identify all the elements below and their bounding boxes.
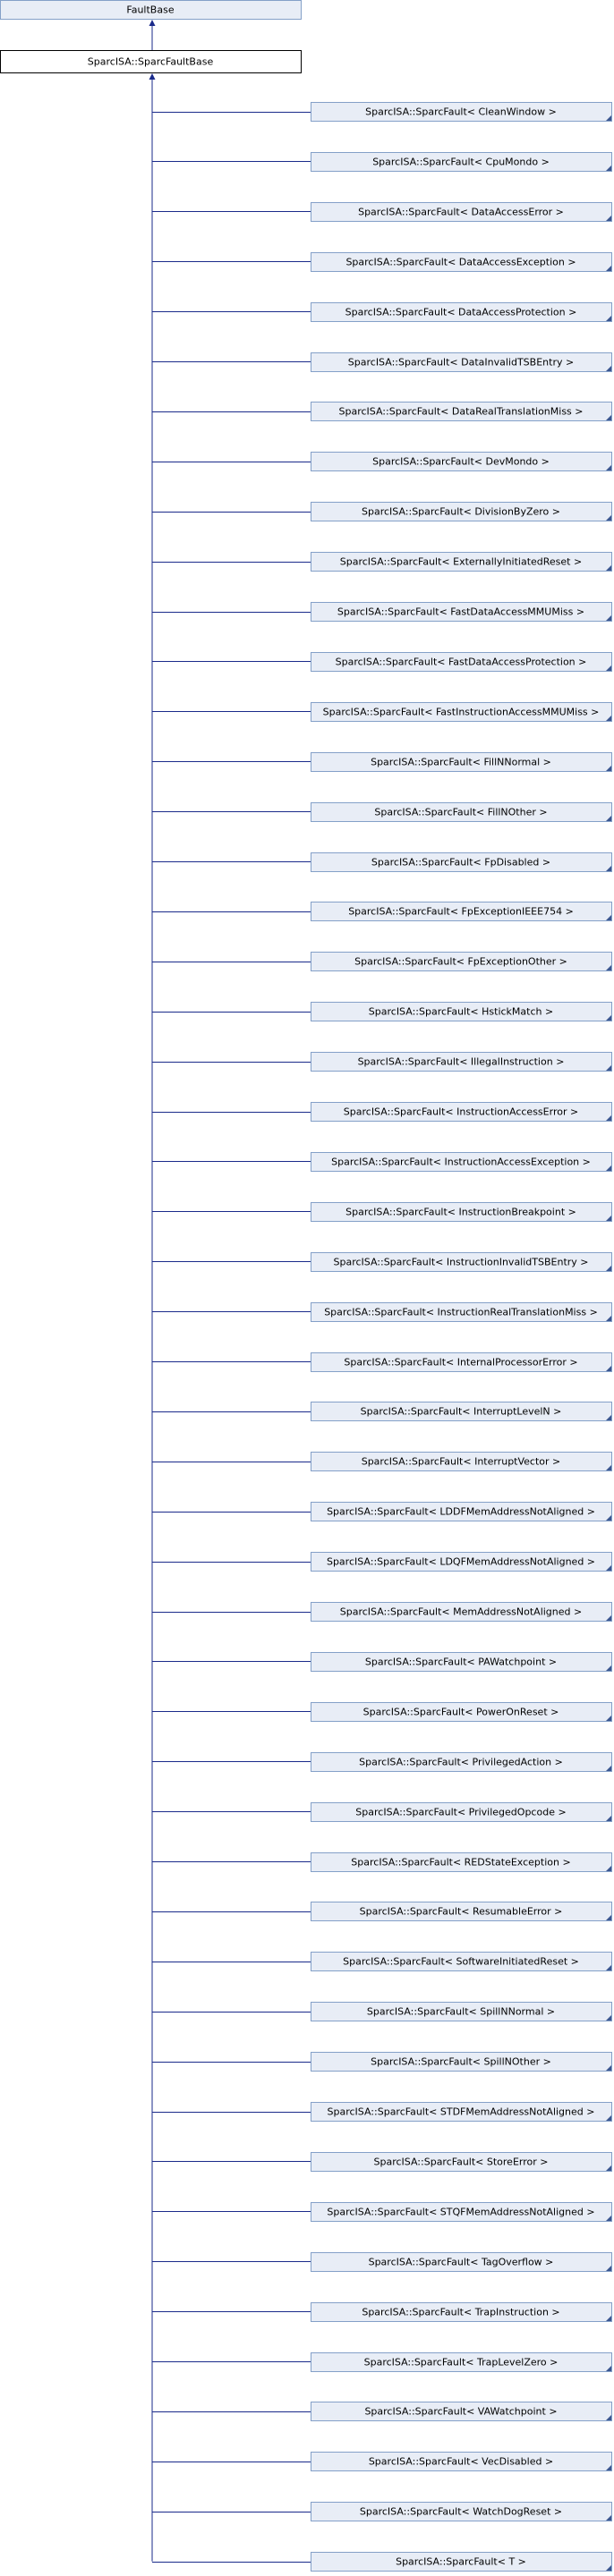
node-sparc-fault-memaddressnotaligned[interactable] bbox=[311, 1603, 612, 1622]
arrowhead-icon bbox=[149, 73, 156, 80]
node-sparc-fault-datarealtranslationmiss[interactable] bbox=[311, 402, 612, 421]
node-faultbase[interactable] bbox=[1, 1, 302, 20]
node-sparc-fault-interruptleveln-label: SparcISA::SparcFault< InterruptLevelN > bbox=[360, 1405, 562, 1418]
node-sparc-fault-fillnnormal[interactable] bbox=[311, 753, 612, 772]
node-sparc-fault-fillnnormal-label: SparcISA::SparcFault< FillNNormal > bbox=[371, 756, 551, 768]
node-sparc-fault-cpumondo-label: SparcISA::SparcFault< CpuMondo > bbox=[372, 156, 550, 168]
node-sparc-fault-trapinstruction-label: SparcISA::SparcFault< TrapInstruction > bbox=[362, 2306, 560, 2318]
node-sparc-fault-lddfmemaddressnotaligned[interactable] bbox=[311, 1503, 612, 1521]
node-sparc-fault-spillnnormal-label: SparcISA::SparcFault< SpillNNormal > bbox=[366, 2005, 556, 2018]
node-sparc-fault-resumableerror-label: SparcISA::SparcFault< ResumableError > bbox=[359, 1905, 563, 1918]
node-sparc-fault-fpexceptionieee754-label: SparcISA::SparcFault< FpExceptionIEEE754 > bbox=[348, 905, 574, 918]
node-sparc-fault-interruptvector-label: SparcISA::SparcFault< InterruptVector > bbox=[361, 1455, 561, 1468]
node-sparc-fault-datarealtranslationmiss-label: SparcISA::SparcFault< DataRealTranslationMiss > bbox=[338, 405, 584, 418]
node-sparc-fault-instructionbreakpoint-label: SparcISA::SparcFault< InstructionBreakpoint > bbox=[345, 1206, 576, 1218]
node-sparc-fault-datainvalidtsbentry-label: SparcISA::SparcFault< DataInvalidTSBEntry > bbox=[347, 356, 575, 369]
node-sparc-fault-privilegedaction-label: SparcISA::SparcFault< PrivilegedAction > bbox=[359, 1756, 563, 1768]
node-sparc-fault-traplevelzero[interactable] bbox=[311, 2353, 612, 2372]
node-sparc-fault-t-label: SparcISA::SparcFault< T > bbox=[396, 2555, 526, 2568]
inheritance-edges bbox=[149, 20, 311, 2563]
node-sparc-fault-softwareinitiatedreset[interactable] bbox=[311, 1953, 612, 1971]
node-sparc-fault-spillnother[interactable] bbox=[311, 2053, 612, 2072]
node-sparc-fault-fastdataaccessprotection[interactable] bbox=[311, 653, 612, 672]
node-sparc-fault-fpexceptionieee754[interactable] bbox=[311, 902, 612, 921]
node-sparc-fault-fillnother[interactable] bbox=[311, 803, 612, 822]
node-sparc-fault-devmondo[interactable] bbox=[311, 453, 612, 471]
node-sparc-fault-hstickmatch[interactable] bbox=[311, 1003, 612, 1021]
node-sparc-fault-pawatchpoint-label: SparcISA::SparcFault< PAWatchpoint > bbox=[364, 1656, 558, 1668]
node-sparc-fault-dataaccesserror[interactable] bbox=[311, 203, 612, 222]
node-sparc-fault-instructionrealtranslationmiss[interactable] bbox=[311, 1303, 612, 1322]
node-faultbase-label: FaultBase bbox=[126, 4, 175, 16]
node-sparc-fault-dataaccessexception[interactable] bbox=[311, 253, 612, 272]
node-sparc-fault-tagoverflow-label: SparcISA::SparcFault< TagOverflow > bbox=[368, 2256, 554, 2268]
node-sparc-fault-instructionbreakpoint[interactable] bbox=[311, 1203, 612, 1222]
node-sparc-fault-ldqfmemaddressnotaligned-label: SparcISA::SparcFault< LDQFMemAddressNotAligned > bbox=[326, 1555, 596, 1568]
node-sparc-fault-stdfmemaddressnotaligned-label: SparcISA::SparcFault< STDFMemAddressNotAligned > bbox=[327, 2106, 595, 2118]
node-sparc-fault-fastinstructionaccessmmumiss-label: SparcISA::SparcFault< FastInstructionAccessMMUMiss > bbox=[322, 706, 600, 718]
node-sparc-fault-instructioninvalidtsbentry-label: SparcISA::SparcFault< InstructionInvalidTSBEntry > bbox=[333, 1256, 589, 1268]
node-sparc-fault-spillnnormal[interactable] bbox=[311, 2003, 612, 2021]
node-sparc-fault-instructionaccessexception-label: SparcISA::SparcFault< InstructionAccessException > bbox=[331, 1156, 591, 1168]
node-sparc-fault-fpdisabled-label: SparcISA::SparcFault< FpDisabled > bbox=[371, 856, 551, 869]
class-nodes bbox=[1, 1, 612, 2572]
node-sparc-fault-internalprocessorerror[interactable] bbox=[311, 1353, 612, 1372]
node-sparc-fault-redstateexception-label: SparcISA::SparcFault< REDStateException > bbox=[351, 1856, 571, 1868]
node-sparc-fault-dataaccessprotection[interactable] bbox=[311, 303, 612, 322]
node-sparc-fault-poweronreset[interactable] bbox=[311, 1703, 612, 1722]
node-sparc-fault-instructionrealtranslationmiss-label: SparcISA::SparcFault< InstructionRealTranslationMiss > bbox=[324, 1306, 598, 1318]
node-sparc-fault-storeerror[interactable] bbox=[311, 2153, 612, 2172]
node-sparc-fault-hstickmatch-label: SparcISA::SparcFault< HstickMatch > bbox=[368, 1005, 554, 1018]
node-sparc-fault-resumableerror[interactable] bbox=[311, 1902, 612, 1921]
node-sparc-fault-traplevelzero-label: SparcISA::SparcFault< TrapLevelZero > bbox=[363, 2356, 559, 2368]
node-sparc-fault-fpdisabled[interactable] bbox=[311, 853, 612, 872]
node-sparc-fault-datainvalidtsbentry[interactable] bbox=[311, 353, 612, 372]
node-sparc-fault-stqfmemaddressnotaligned-label: SparcISA::SparcFault< STQFMemAddressNotAligned > bbox=[327, 2206, 595, 2218]
node-sparc-fault-memaddressnotaligned-label: SparcISA::SparcFault< MemAddressNotAligned > bbox=[339, 1606, 583, 1618]
node-sparc-fault-privilegedaction[interactable] bbox=[311, 1753, 612, 1772]
node-sparc-fault-instructionaccessexception[interactable] bbox=[311, 1153, 612, 1172]
node-sparc-fault-cleanwindow-label: SparcISA::SparcFault< CleanWindow > bbox=[365, 106, 557, 118]
node-sparc-fault-dataaccesserror-label: SparcISA::SparcFault< DataAccessError > bbox=[358, 206, 564, 218]
node-sparc-fault-externallyinitiatedreset-label: SparcISA::SparcFault< ExternallyInitiatedReset > bbox=[339, 555, 583, 568]
node-sparc-fault-vecdisabled-label: SparcISA::SparcFault< VecDisabled > bbox=[368, 2455, 554, 2468]
node-sparc-fault-ldqfmemaddressnotaligned[interactable] bbox=[311, 1553, 612, 1572]
node-sparc-fault-vawatchpoint[interactable] bbox=[311, 2402, 612, 2421]
node-sparc-fault-watchdogreset[interactable] bbox=[311, 2503, 612, 2521]
node-sparc-fault-instructionaccesserror[interactable] bbox=[311, 1103, 612, 1122]
node-sparc-fault-dataaccessexception-label: SparcISA::SparcFault< DataAccessException > bbox=[345, 256, 576, 268]
node-sparc-fault-pawatchpoint[interactable] bbox=[311, 1653, 612, 1672]
node-sparc-fault-instructionaccesserror-label: SparcISA::SparcFault< InstructionAccessError > bbox=[343, 1106, 579, 1118]
node-sparc-fault-vawatchpoint-label: SparcISA::SparcFault< VAWatchpoint > bbox=[364, 2405, 558, 2418]
node-sparc-fault-cleanwindow[interactable] bbox=[311, 103, 612, 122]
node-sparc-fault-fastinstructionaccessmmumiss[interactable] bbox=[311, 703, 612, 722]
arrowhead-icon bbox=[149, 20, 156, 26]
node-sparc-fault-fastdataaccessmmumiss[interactable] bbox=[311, 603, 612, 622]
node-sparc-fault-fpexceptionother-label: SparcISA::SparcFault< FpExceptionOther > bbox=[354, 955, 567, 968]
node-sparc-fault-trapinstruction[interactable] bbox=[311, 2303, 612, 2322]
node-sparc-fault-dataaccessprotection-label: SparcISA::SparcFault< DataAccessProtection > bbox=[345, 306, 577, 318]
node-sparc-fault-externallyinitiatedreset[interactable] bbox=[311, 553, 612, 572]
node-sparc-fault-vecdisabled[interactable] bbox=[311, 2453, 612, 2471]
node-sparc-fault-divisionbyzero[interactable] bbox=[311, 503, 612, 521]
node-sparc-fault-instructioninvalidtsbentry[interactable] bbox=[311, 1253, 612, 1272]
node-sparc-fault-stqfmemaddressnotaligned[interactable] bbox=[311, 2203, 612, 2222]
node-sparc-fault-interruptvector[interactable] bbox=[311, 1453, 612, 1471]
node-sparc-fault-illegalinstruction[interactable] bbox=[311, 1053, 612, 1072]
node-sparc-fault-base[interactable] bbox=[1, 51, 302, 73]
node-sparc-fault-base-label: SparcISA::SparcFaultBase bbox=[87, 55, 214, 68]
node-sparc-fault-privilegedopcode-label: SparcISA::SparcFault< PrivilegedOpcode > bbox=[355, 1806, 567, 1818]
node-sparc-fault-privilegedopcode[interactable] bbox=[311, 1803, 612, 1822]
node-sparc-fault-t[interactable] bbox=[311, 2553, 612, 2572]
node-sparc-fault-tagoverflow[interactable] bbox=[311, 2253, 612, 2272]
node-sparc-fault-fillnother-label: SparcISA::SparcFault< FillNOther > bbox=[374, 806, 548, 818]
node-sparc-fault-divisionbyzero-label: SparcISA::SparcFault< DivisionByZero > bbox=[361, 505, 561, 518]
node-sparc-fault-fastdataaccessprotection-label: SparcISA::SparcFault< FastDataAccessProtection > bbox=[335, 656, 587, 668]
node-sparc-fault-storeerror-label: SparcISA::SparcFault< StoreError > bbox=[373, 2156, 549, 2168]
node-sparc-fault-stdfmemaddressnotaligned[interactable] bbox=[311, 2103, 612, 2122]
node-sparc-fault-interruptleveln[interactable] bbox=[311, 1402, 612, 1421]
node-sparc-fault-redstateexception[interactable] bbox=[311, 1853, 612, 1872]
node-sparc-fault-watchdogreset-label: SparcISA::SparcFault< WatchDogReset > bbox=[359, 2505, 563, 2518]
node-sparc-fault-fastdataaccessmmumiss-label: SparcISA::SparcFault< FastDataAccessMMUMiss > bbox=[337, 606, 585, 618]
node-sparc-fault-devmondo-label: SparcISA::SparcFault< DevMondo > bbox=[372, 455, 550, 468]
node-sparc-fault-softwareinitiatedreset-label: SparcISA::SparcFault< SoftwareInitiatedReset > bbox=[343, 1955, 579, 1968]
node-sparc-fault-spillnother-label: SparcISA::SparcFault< SpillNOther > bbox=[371, 2055, 551, 2068]
node-sparc-fault-internalprocessorerror-label: SparcISA::SparcFault< InternalProcessorError > bbox=[344, 1356, 578, 1368]
node-sparc-fault-fpexceptionother[interactable] bbox=[311, 953, 612, 971]
node-sparc-fault-lddfmemaddressnotaligned-label: SparcISA::SparcFault< LDDFMemAddressNotAligned > bbox=[327, 1505, 595, 1518]
node-sparc-fault-poweronreset-label: SparcISA::SparcFault< PowerOnReset > bbox=[362, 1706, 559, 1718]
node-sparc-fault-illegalinstruction-label: SparcISA::SparcFault< IllegalInstruction > bbox=[357, 1055, 565, 1068]
node-sparc-fault-cpumondo[interactable] bbox=[311, 153, 612, 172]
